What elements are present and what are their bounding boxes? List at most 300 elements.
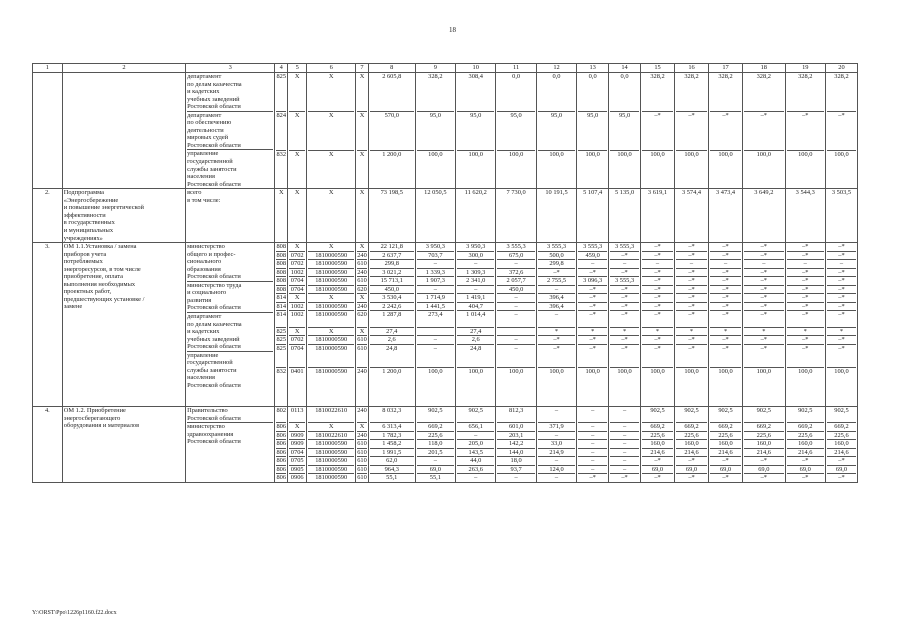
- year-2024-cell: [609, 243, 641, 407]
- year-2020: –: [457, 473, 494, 482]
- total: 1 200,0: [370, 150, 414, 189]
- year-2022: 500,0: [538, 251, 575, 260]
- year-2021: 675,0: [497, 251, 534, 260]
- dept-code: 825: [276, 344, 286, 368]
- year-2019: 201,5: [417, 448, 454, 457]
- dept-code: 806: [276, 457, 287, 465]
- year-2020: 1 419,1: [457, 293, 494, 302]
- dept-code: 808: [276, 251, 287, 259]
- year-2026: –*: [676, 111, 707, 150]
- total: 2 605,8: [382, 73, 402, 80]
- expense-type-cell: [356, 189, 369, 243]
- year-2026: 214,6: [676, 448, 707, 457]
- total: 8 032,3: [382, 407, 402, 415]
- year-2028: –*: [760, 243, 767, 251]
- year-2027: –*: [710, 293, 741, 302]
- year-2025: *: [642, 327, 673, 336]
- year-2024: –*: [610, 285, 639, 294]
- expense-type: Х: [357, 422, 367, 431]
- executor-name: управление государственной службы занятости населения Ростовской области: [187, 351, 273, 390]
- year-2025: 669,2: [642, 422, 673, 431]
- year-2019: 55,1: [417, 473, 454, 482]
- expense-type: 610: [357, 448, 367, 456]
- year-2024: 3 555,3: [614, 243, 635, 251]
- year-2019-cell: [415, 189, 455, 243]
- year-2028-cell: [743, 189, 786, 243]
- year-2021: –: [497, 473, 534, 482]
- year-2022: 299,8: [538, 259, 575, 268]
- expense-type: Х: [357, 111, 367, 150]
- year-2026: 328,2: [684, 73, 699, 80]
- year-2030-cell: [825, 73, 857, 189]
- expense-type: 240: [357, 407, 367, 415]
- year-2023: –*: [578, 285, 607, 294]
- year-2025: 100,0: [642, 150, 673, 189]
- year-2022: –*: [538, 344, 575, 368]
- year-2028: 100,0: [744, 150, 784, 189]
- year-2029: 100,0: [787, 150, 824, 189]
- expense-type: 240: [357, 268, 367, 276]
- executor-name: министерство здравоохранения Ростовской области: [187, 422, 273, 446]
- year-2026: –*: [676, 276, 707, 285]
- year-2023-cell: [577, 407, 609, 483]
- year-2027: 160,0: [710, 439, 741, 448]
- year-2020: 263,6: [457, 465, 494, 474]
- column-number: 5: [288, 64, 307, 73]
- total: 55,1: [370, 473, 414, 482]
- year-2027: 328,2: [718, 73, 733, 80]
- dept-code-cell: [275, 189, 288, 243]
- year-2027: –*: [710, 310, 741, 326]
- expense-type-cell: [356, 73, 369, 189]
- column-number: 1: [33, 64, 63, 73]
- total: 2 637,7: [370, 251, 414, 260]
- column-number: 4: [275, 64, 288, 73]
- section-code: 0906: [290, 474, 304, 482]
- expense-type: 610: [357, 260, 367, 268]
- dept-code: 806: [276, 448, 287, 456]
- year-2020: 3 950,3: [466, 243, 486, 251]
- year-2030: –*: [827, 310, 856, 326]
- year-2028: –*: [744, 268, 784, 277]
- year-2019: 118,0: [417, 439, 454, 448]
- dept-code: 806: [276, 423, 287, 431]
- year-2023: *: [578, 327, 607, 336]
- year-2024: –*: [610, 251, 639, 260]
- year-2024: –*: [610, 344, 639, 368]
- column-number: 15: [641, 64, 675, 73]
- total: 1 200,0: [370, 367, 414, 406]
- year-2030: 100,0: [827, 150, 856, 189]
- year-2026-cell: [675, 73, 709, 189]
- year-2024: –*: [610, 302, 639, 311]
- year-2029: –*: [787, 251, 824, 260]
- year-2025: –*: [642, 310, 673, 326]
- year-2020: 2 341,0: [457, 276, 494, 285]
- year-2029: –*: [787, 268, 824, 277]
- year-2019: 100,0: [417, 367, 454, 406]
- year-2030: –*: [827, 276, 856, 285]
- year-2028: 225,6: [744, 431, 784, 440]
- year-2022: 124,0: [538, 465, 575, 474]
- year-2029: 328,2: [798, 73, 813, 80]
- section-code-cell: [288, 73, 307, 189]
- total: 1 782,3: [370, 431, 414, 440]
- section-code: 0905: [290, 465, 304, 473]
- year-2023-cell: [577, 73, 609, 189]
- year-2027: –*: [710, 344, 741, 368]
- year-2019: 3 950,3: [425, 243, 445, 251]
- dept-code: 808: [276, 285, 287, 293]
- year-2021: 142,2: [497, 439, 534, 448]
- table-row: [33, 407, 858, 483]
- year-2020: 902,5: [468, 407, 483, 415]
- article-code: Х: [308, 111, 354, 150]
- column-number: 14: [609, 64, 641, 73]
- article-code: 1810000590: [308, 310, 354, 326]
- year-2026: –*: [676, 456, 707, 465]
- year-2030-cell: [825, 407, 857, 483]
- article-code: 1810000590: [308, 439, 354, 448]
- year-2022: –: [538, 285, 575, 294]
- expense-type: 240: [357, 431, 367, 439]
- dept-code: 808: [276, 268, 287, 276]
- year-2022: 396,4: [538, 293, 575, 302]
- year-2024-cell: [609, 189, 641, 243]
- year-2022: 0,0: [552, 73, 561, 80]
- year-2030: 3 503,5: [831, 189, 852, 197]
- year-2024: –: [610, 439, 639, 448]
- year-2025: –*: [642, 285, 673, 294]
- year-2024: 100,0: [610, 150, 639, 189]
- year-2028: –*: [744, 456, 784, 465]
- dept-code: 808: [276, 277, 287, 285]
- year-2029: –*: [802, 243, 809, 251]
- year-2024: 5 135,0: [614, 189, 635, 197]
- article-code: 1810000590: [308, 344, 354, 368]
- row-number: [33, 73, 63, 189]
- dept-code: 802: [276, 407, 287, 415]
- total: 1 458,2: [370, 439, 414, 448]
- expense-type: Х: [359, 73, 365, 80]
- article-code: 1810022610: [315, 407, 348, 415]
- article-code: 1810000590: [308, 251, 354, 260]
- executor-name: министерство труда и социального развития Ростовской области: [187, 281, 273, 312]
- year-2022: –: [538, 473, 575, 482]
- year-2026-cell: [675, 407, 709, 483]
- year-2026: –*: [676, 268, 707, 277]
- year-2024-cell: [609, 407, 641, 483]
- year-2020: 24,8: [457, 344, 494, 368]
- year-2020: 300,0: [457, 251, 494, 260]
- year-2020: 2,6: [457, 335, 494, 344]
- year-2029: –*: [787, 285, 824, 294]
- year-2027: *: [710, 327, 741, 336]
- year-2023: 3 096,3: [578, 276, 607, 285]
- year-2028: –*: [744, 111, 784, 150]
- year-2027: –*: [710, 302, 741, 311]
- section-code: Х: [289, 150, 305, 189]
- dept-code-cell: [275, 243, 288, 407]
- article-code: 1810000590: [308, 285, 354, 294]
- year-2020: 656,1: [457, 422, 494, 431]
- year-2022-cell: [536, 73, 576, 189]
- year-2030: –: [827, 259, 856, 268]
- year-2025: –*: [642, 335, 673, 344]
- year-2021: –: [497, 344, 534, 368]
- section-code: 0702: [290, 260, 304, 268]
- section-code-cell: [288, 243, 307, 407]
- executor-cell: [186, 73, 275, 189]
- year-2026: –*: [676, 285, 707, 294]
- year-2029: 225,6: [787, 431, 824, 440]
- year-2021-cell: [496, 189, 536, 243]
- year-2021: 0,0: [512, 73, 521, 80]
- section-code: Х: [294, 73, 300, 80]
- total-cell: [368, 189, 415, 243]
- total: 2,6: [370, 335, 414, 344]
- year-2025: 902,5: [650, 407, 665, 415]
- section-code: 0113: [290, 407, 304, 415]
- section-code: 0705: [290, 457, 304, 465]
- year-2027: 214,6: [710, 448, 741, 457]
- year-2022: 100,0: [538, 367, 575, 406]
- year-2028: –: [744, 259, 784, 268]
- article-code: Х: [328, 73, 334, 80]
- year-2019: 273,4: [417, 310, 454, 326]
- year-2023-cell: [577, 189, 609, 243]
- year-2019: –: [417, 344, 454, 368]
- year-2019: 669,2: [417, 422, 454, 431]
- year-2027: –*: [710, 285, 741, 294]
- year-2020-cell: [456, 243, 496, 407]
- year-2029: –*: [787, 310, 824, 326]
- year-2029: –*: [787, 111, 824, 150]
- year-2022: –: [538, 310, 575, 326]
- expense-type: Х: [357, 293, 367, 302]
- year-2020-cell: [456, 407, 496, 483]
- year-2023: –*: [578, 473, 607, 482]
- year-2024: –: [610, 456, 639, 465]
- dept-code: 814: [276, 302, 287, 310]
- year-2020: 95,0: [457, 111, 494, 150]
- executor-name: министерство общего и профес- сионального образования Ростовской области: [187, 243, 241, 281]
- section-code: 0702: [290, 336, 304, 344]
- year-2021: 372,6: [497, 268, 534, 277]
- column-number: 2: [62, 64, 185, 73]
- year-2028: 669,2: [744, 422, 784, 431]
- year-2026: *: [676, 327, 707, 336]
- dept-code: 832: [276, 367, 286, 406]
- dept-code: 806: [276, 431, 287, 439]
- total: 6 313,4: [370, 422, 414, 431]
- year-2021: 93,7: [497, 465, 534, 474]
- year-2020: 404,7: [457, 302, 494, 311]
- year-2021-cell: [496, 407, 536, 483]
- year-2022-cell: [536, 189, 576, 243]
- year-2019-cell: [415, 407, 455, 483]
- year-2027-cell: [709, 243, 743, 407]
- section-code-cell: [288, 407, 307, 483]
- year-2027: –*: [710, 251, 741, 260]
- dept-code: Х: [278, 189, 284, 197]
- year-2028: –*: [744, 285, 784, 294]
- dept-code: 806: [276, 474, 287, 482]
- year-2029-cell: [785, 73, 825, 189]
- year-2025: –*: [642, 293, 673, 302]
- column-number: 11: [496, 64, 536, 73]
- year-2029: 902,5: [798, 407, 813, 415]
- year-2024: –*: [610, 293, 639, 302]
- table-row: [33, 73, 858, 189]
- year-2027: 100,0: [710, 150, 741, 189]
- year-2024: –: [610, 259, 639, 268]
- column-number: 19: [785, 64, 825, 73]
- expense-type-cell: [356, 243, 369, 407]
- executor-cell: [186, 189, 275, 243]
- total-cell: [368, 243, 415, 407]
- total: 570,0: [370, 111, 414, 150]
- year-2029: 3 544,3: [795, 189, 815, 197]
- year-2026: 3 574,4: [681, 189, 702, 197]
- year-2025: –*: [642, 268, 673, 277]
- year-2025: –*: [642, 111, 673, 150]
- year-2021: 2 057,7: [497, 276, 534, 285]
- year-2030-cell: [825, 189, 857, 243]
- year-2023-cell: [577, 243, 609, 407]
- section-code: 0702: [290, 251, 304, 259]
- section-code: 0704: [290, 277, 304, 285]
- year-2021: 18,0: [497, 456, 534, 465]
- year-2021: –: [497, 310, 534, 326]
- year-2026: –*: [676, 344, 707, 368]
- year-2021: 95,0: [497, 111, 534, 150]
- year-2023: –: [578, 259, 607, 268]
- year-2025: –*: [642, 251, 673, 260]
- year-2028: –*: [744, 293, 784, 302]
- section-code-cell: [288, 189, 307, 243]
- year-2026: –*: [676, 302, 707, 311]
- section-code: 1002: [289, 310, 305, 326]
- year-2019: –: [417, 335, 454, 344]
- article-code: Х: [308, 327, 354, 336]
- year-2029: 214,6: [787, 448, 824, 457]
- year-2030: –*: [827, 335, 856, 344]
- total: 15 713,1: [370, 276, 414, 285]
- year-2022: –: [538, 431, 575, 440]
- year-2028: –*: [744, 335, 784, 344]
- year-2019: 1 907,3: [417, 276, 454, 285]
- year-2025: 3 619,1: [647, 189, 668, 197]
- year-2022: 100,0: [538, 150, 575, 189]
- year-2027: 3 473,4: [715, 189, 736, 197]
- year-2026: 669,2: [676, 422, 707, 431]
- year-2030: 902,5: [834, 407, 849, 415]
- year-2022: *: [538, 327, 575, 336]
- year-2024: –*: [610, 268, 639, 277]
- year-2028: 214,6: [744, 448, 784, 457]
- year-2022: 95,0: [538, 111, 575, 150]
- year-2027: –*: [722, 243, 729, 251]
- dept-code: 825: [276, 73, 287, 80]
- year-2025-cell: [641, 407, 675, 483]
- year-2026: 160,0: [676, 439, 707, 448]
- year-2028: 902,5: [756, 407, 771, 415]
- year-2023: –: [578, 448, 607, 457]
- total: 24,8: [370, 344, 414, 368]
- year-2029: –: [787, 259, 824, 268]
- year-2030: 225,6: [827, 431, 856, 440]
- year-2021-cell: [496, 73, 536, 189]
- section-code: 0704: [290, 448, 304, 456]
- total: 73 198,5: [380, 189, 403, 197]
- year-2030-cell: [825, 243, 857, 407]
- year-2028: –*: [744, 310, 784, 326]
- article-code-cell: [307, 189, 356, 243]
- dept-code: 825: [276, 327, 287, 335]
- year-2027: 902,5: [718, 407, 733, 415]
- expense-type: 240: [357, 367, 367, 406]
- year-2025: 69,0: [642, 465, 673, 474]
- year-2020: 205,0: [457, 439, 494, 448]
- dept-code-cell: [275, 73, 288, 189]
- year-2028: *: [744, 327, 784, 336]
- executor-cell: [186, 407, 275, 483]
- year-2020: 11 620,2: [464, 189, 487, 197]
- year-2029: –*: [787, 456, 824, 465]
- expense-type: 610: [357, 474, 367, 482]
- total: 1 287,8: [370, 310, 414, 326]
- executor-name: департамент по делам казачества и кадетских учебных заведений Ростовской области: [187, 73, 242, 111]
- year-2025: –: [642, 259, 673, 268]
- year-2025-cell: [641, 243, 675, 407]
- year-2024: 95,0: [610, 111, 639, 150]
- expense-type: 610: [357, 336, 367, 344]
- column-number: 3: [186, 64, 275, 73]
- article-code: 1810000590: [308, 335, 354, 344]
- year-2019: –: [417, 259, 454, 268]
- expense-type: 610: [357, 440, 367, 448]
- expense-type: 610: [357, 465, 367, 473]
- year-2025: –*: [642, 456, 673, 465]
- year-2022: 371,9: [538, 422, 575, 431]
- year-2024: –: [610, 465, 639, 474]
- year-2019-cell: [415, 243, 455, 407]
- year-2024: –: [610, 448, 639, 457]
- expense-type: Х: [359, 243, 365, 251]
- program-name: [62, 73, 185, 189]
- year-2020: 100,0: [457, 367, 494, 406]
- year-2023: –*: [578, 293, 607, 302]
- year-2028-cell: [743, 73, 786, 189]
- row-number: 2.: [33, 189, 63, 243]
- year-2029: 669,2: [787, 422, 824, 431]
- year-2019: –: [417, 285, 454, 294]
- year-2027: 69,0: [710, 465, 741, 474]
- section-code: 1002: [290, 302, 304, 310]
- year-2030: 214,6: [827, 448, 856, 457]
- total: 1 991,5: [370, 448, 414, 457]
- section-code: Х: [294, 189, 300, 197]
- column-number: 9: [415, 64, 455, 73]
- dept-code: 814: [276, 294, 287, 302]
- section-code: Х: [289, 293, 305, 302]
- year-2022-cell: [536, 407, 576, 483]
- column-number: 8: [368, 64, 415, 73]
- dept-code: 832: [276, 150, 286, 189]
- year-2026: –*: [676, 310, 707, 326]
- year-2019: 69,0: [417, 465, 454, 474]
